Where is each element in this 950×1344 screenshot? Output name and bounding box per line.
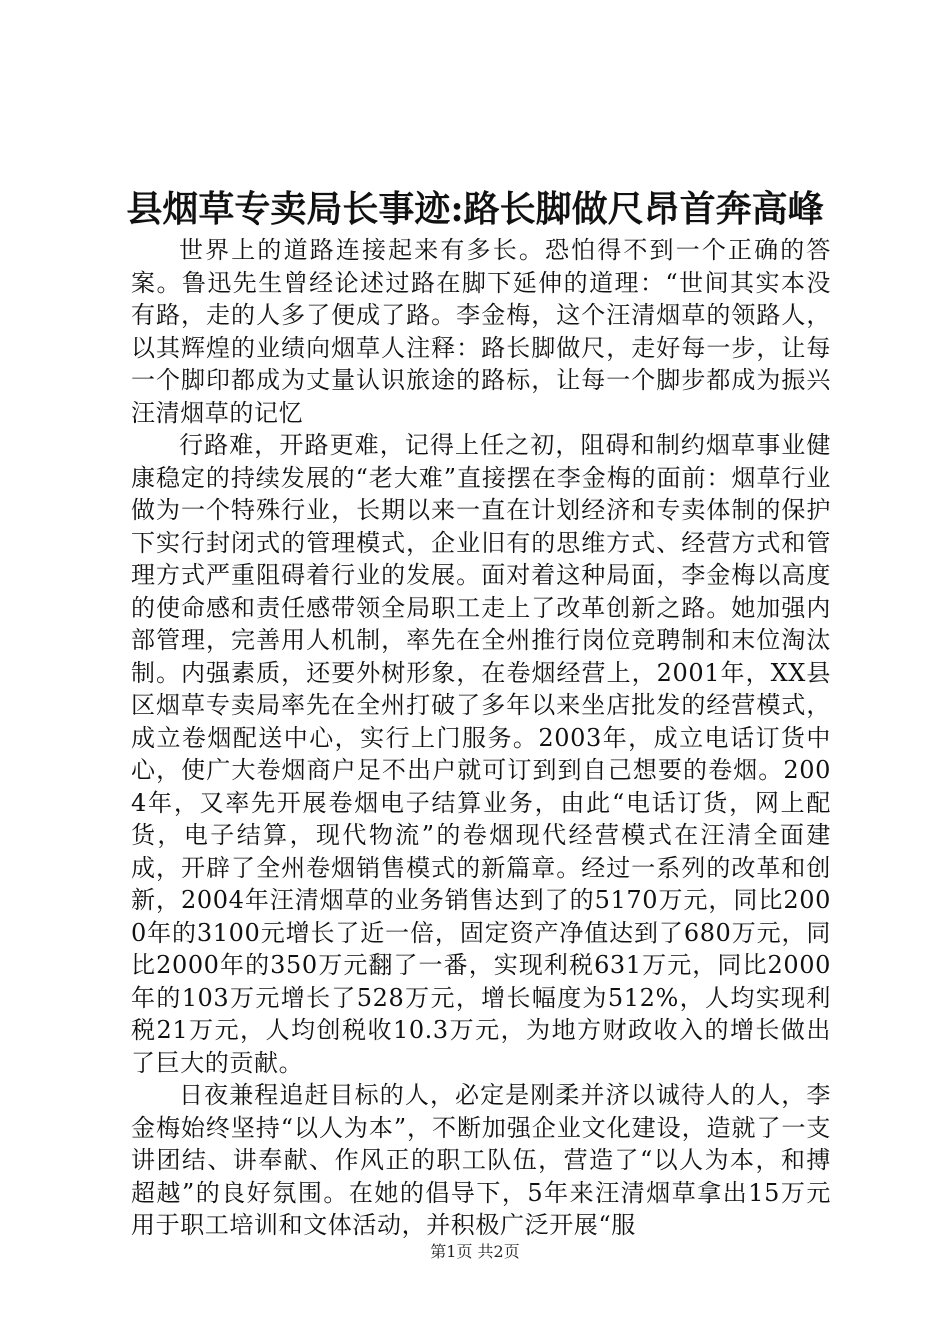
- paragraph-2: 行路难，开路更难，记得上任之初，阻碍和制约烟草事业健康稳定的持续发展的“老大难”直接摆在李金梅的面前：烟草行业做为一个特殊行业，长期以来一直在计划经济和专卖体制的保护下实行封闭式的管理模式，企业旧有的思维方式、经营方式和管理方式严重阻碍着行业的发展。面对着这种局面，李金梅以高度的使命感和责任感带领全局职工走上了改革创新之路。她加强内部管理，完善用人机制，率先在全州推行岗位竞聘制和末位淘汰制。内强素质，还要外树形象，在卷烟经营上，2001年，XX县区烟草专卖局率先在全州打破了多年以来坐店批发的经营模式，成立卷烟配送中心，实行上门服务。2003年，成立电话订货中心，使广大卷烟商户足不出户就可订到到自己想要的卷烟。2004年，又率先开展卷烟电子结算业务，由此“电话订货，网上配货，电子结算，现代物流”的卷烟现代经营模式在汪清全面建成，开辟了全州卷烟销售模式的新篇章。经过一系列的改革和创新，2004年汪清烟草的业务销售达到了的5170万元，同比2000年的3100元增长了近一倍，固定资产净值达到了680万元，同比2000年的350万元翻了一番，实现利税631万元，同比2000年的103万元增长了528万元，增长幅度为512%，人均实现利税21万元，人均创税收10.3万元，为地方财政收入的增长做出了巨大的贡献。: [131, 431, 831, 1077]
- document-body: [131, 234, 831, 1242]
- document-title: 县烟草专卖局长事迹:路长脚做尺昂首奔高峰: [126, 188, 824, 230]
- paragraph-3: 日夜兼程追赶目标的人，必定是刚柔并济以诚待人的人，李金梅始终坚持“以人为本”，不断加强企业文化建设，造就了一支讲团结、讲奉献、作风正的职工队伍，营造了“以人为本，和搏超越”的良好氛围。在她的倡导下，5年来汪清烟草拿出15万元用于职工培训和文体活动，并积极广泛开展“服: [131, 1081, 831, 1239]
- page-footer: 第1页 共2页: [430, 1242, 520, 1261]
- paragraph-1: 世界上的道路连接起来有多长。恐怕得不到一个正确的答案。鲁迅先生曾经论述过路在脚下延伸的道理：“世间其实本没有路，走的人多了便成了路。李金梅，这个汪清烟草的领路人，以其辉煌的业绩向烟草人注释：路长脚做尺，走好每一步，让每一个脚印都成为丈量认识旅途的路标，让每一个脚步都成为振兴汪清烟草的记忆: [131, 236, 831, 427]
